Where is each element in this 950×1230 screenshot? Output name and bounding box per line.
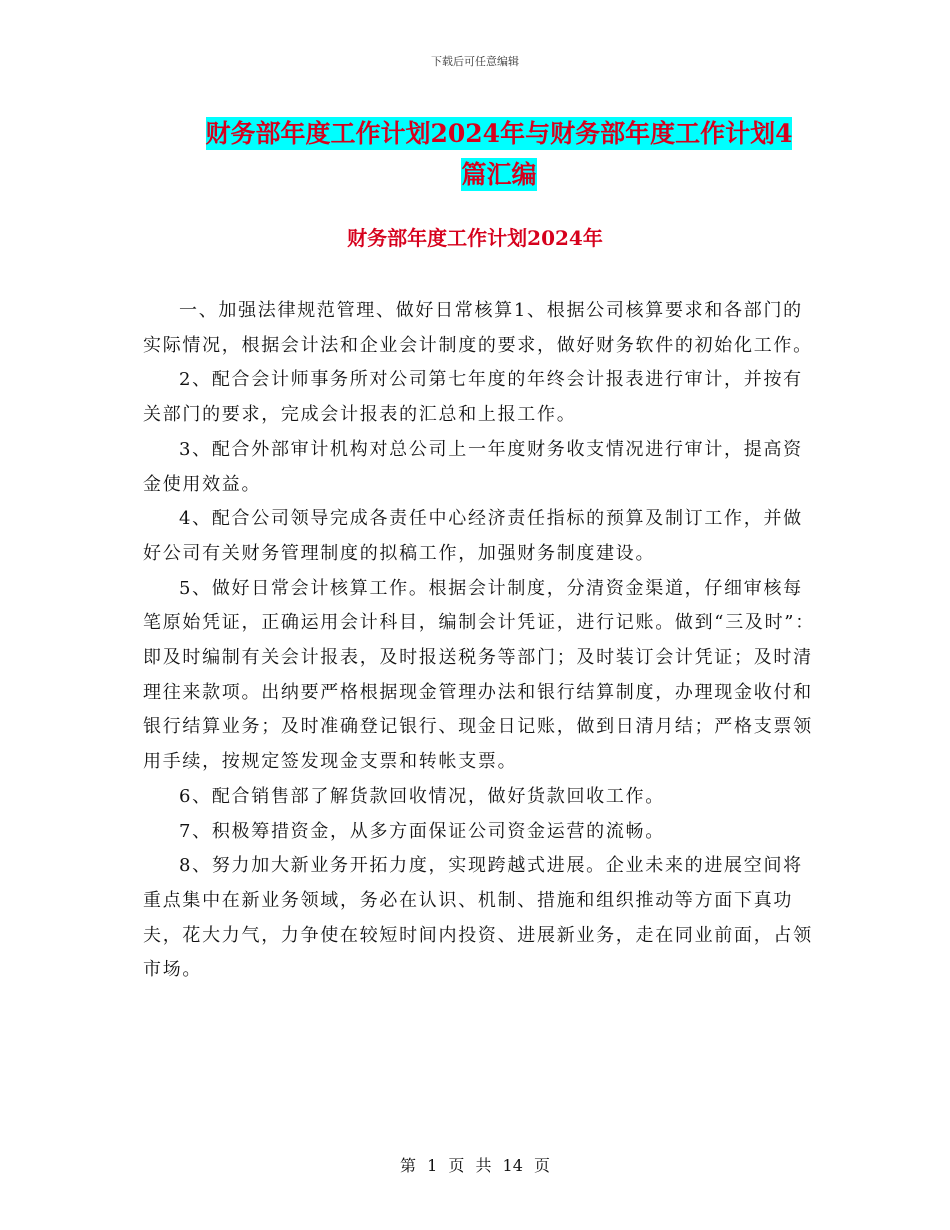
paragraph: 7、积极筹措资金，从多方面保证公司资金运营的流畅。 [179, 820, 665, 842]
section-title: 财务部年度工作计划2024年 [347, 226, 603, 250]
paragraph: 一、加强法律规范管理、做好日常核算1、根据公司核算要求和各部门的实际情况，根据会计法和企业会计制度的要求，做好财务软件的初始化工作。 [143, 300, 813, 356]
document-title-line1: 财务部年度工作计划2024年与财务部年度工作计划4 [205, 119, 793, 148]
paragraph: 8、努力加大新业务开拓力度，实现跨越式进展。企业未来的进展空间将重点集中在新业务领域，务必在认识、机制、措施和组织推动等方面下真功夫，花大力气，力争使在较短时间内投资、进展新业务，走在同业前面，占领市场。 [143, 855, 813, 981]
page-footer: 第 1 页 共 14 页 [400, 1156, 550, 1175]
paragraph: 4、配合公司领导完成各责任中心经济责任指标的预算及制订工作，并做好公司有关财务管理制度的拟稿工作，加强财务制度建设。 [143, 508, 803, 564]
paragraph: 3、配合外部审计机构对总公司上一年度财务收支情况进行审计，提高资金使用效益。 [143, 438, 803, 495]
paragraph: 5、做好日常会计核算工作。根据会计制度，分清资金渠道，仔细审核每笔原始凭证，正确运用会计科目，编制会计凭证，进行记账。做到“三及时”：即及时编制有关会计报表，及时报送税务等部门；及时装订会计凭证；及时清理往来款项。出纳要严格根据现金管理办法和银行结算制度，办理现金收付和银行结算业务；及时准确登记银行、现金日记账，做到日清月结；严格支票领用手续，按规定签发现金支票和转帐支票。 [143, 577, 815, 773]
header-note: 下载后可任意编辑 [431, 55, 519, 68]
document-body [143, 294, 815, 988]
paragraph: 2、配合会计师事务所对公司第七年度的年终会计报表进行审计，并按有关部门的要求，完成会计报表的汇总和上报工作。 [143, 369, 803, 426]
paragraph: 6、配合销售部了解货款回收情况，做好货款回收工作。 [179, 785, 665, 807]
document-title [190, 113, 808, 195]
document-title-line2: 篇汇编 [461, 160, 537, 189]
